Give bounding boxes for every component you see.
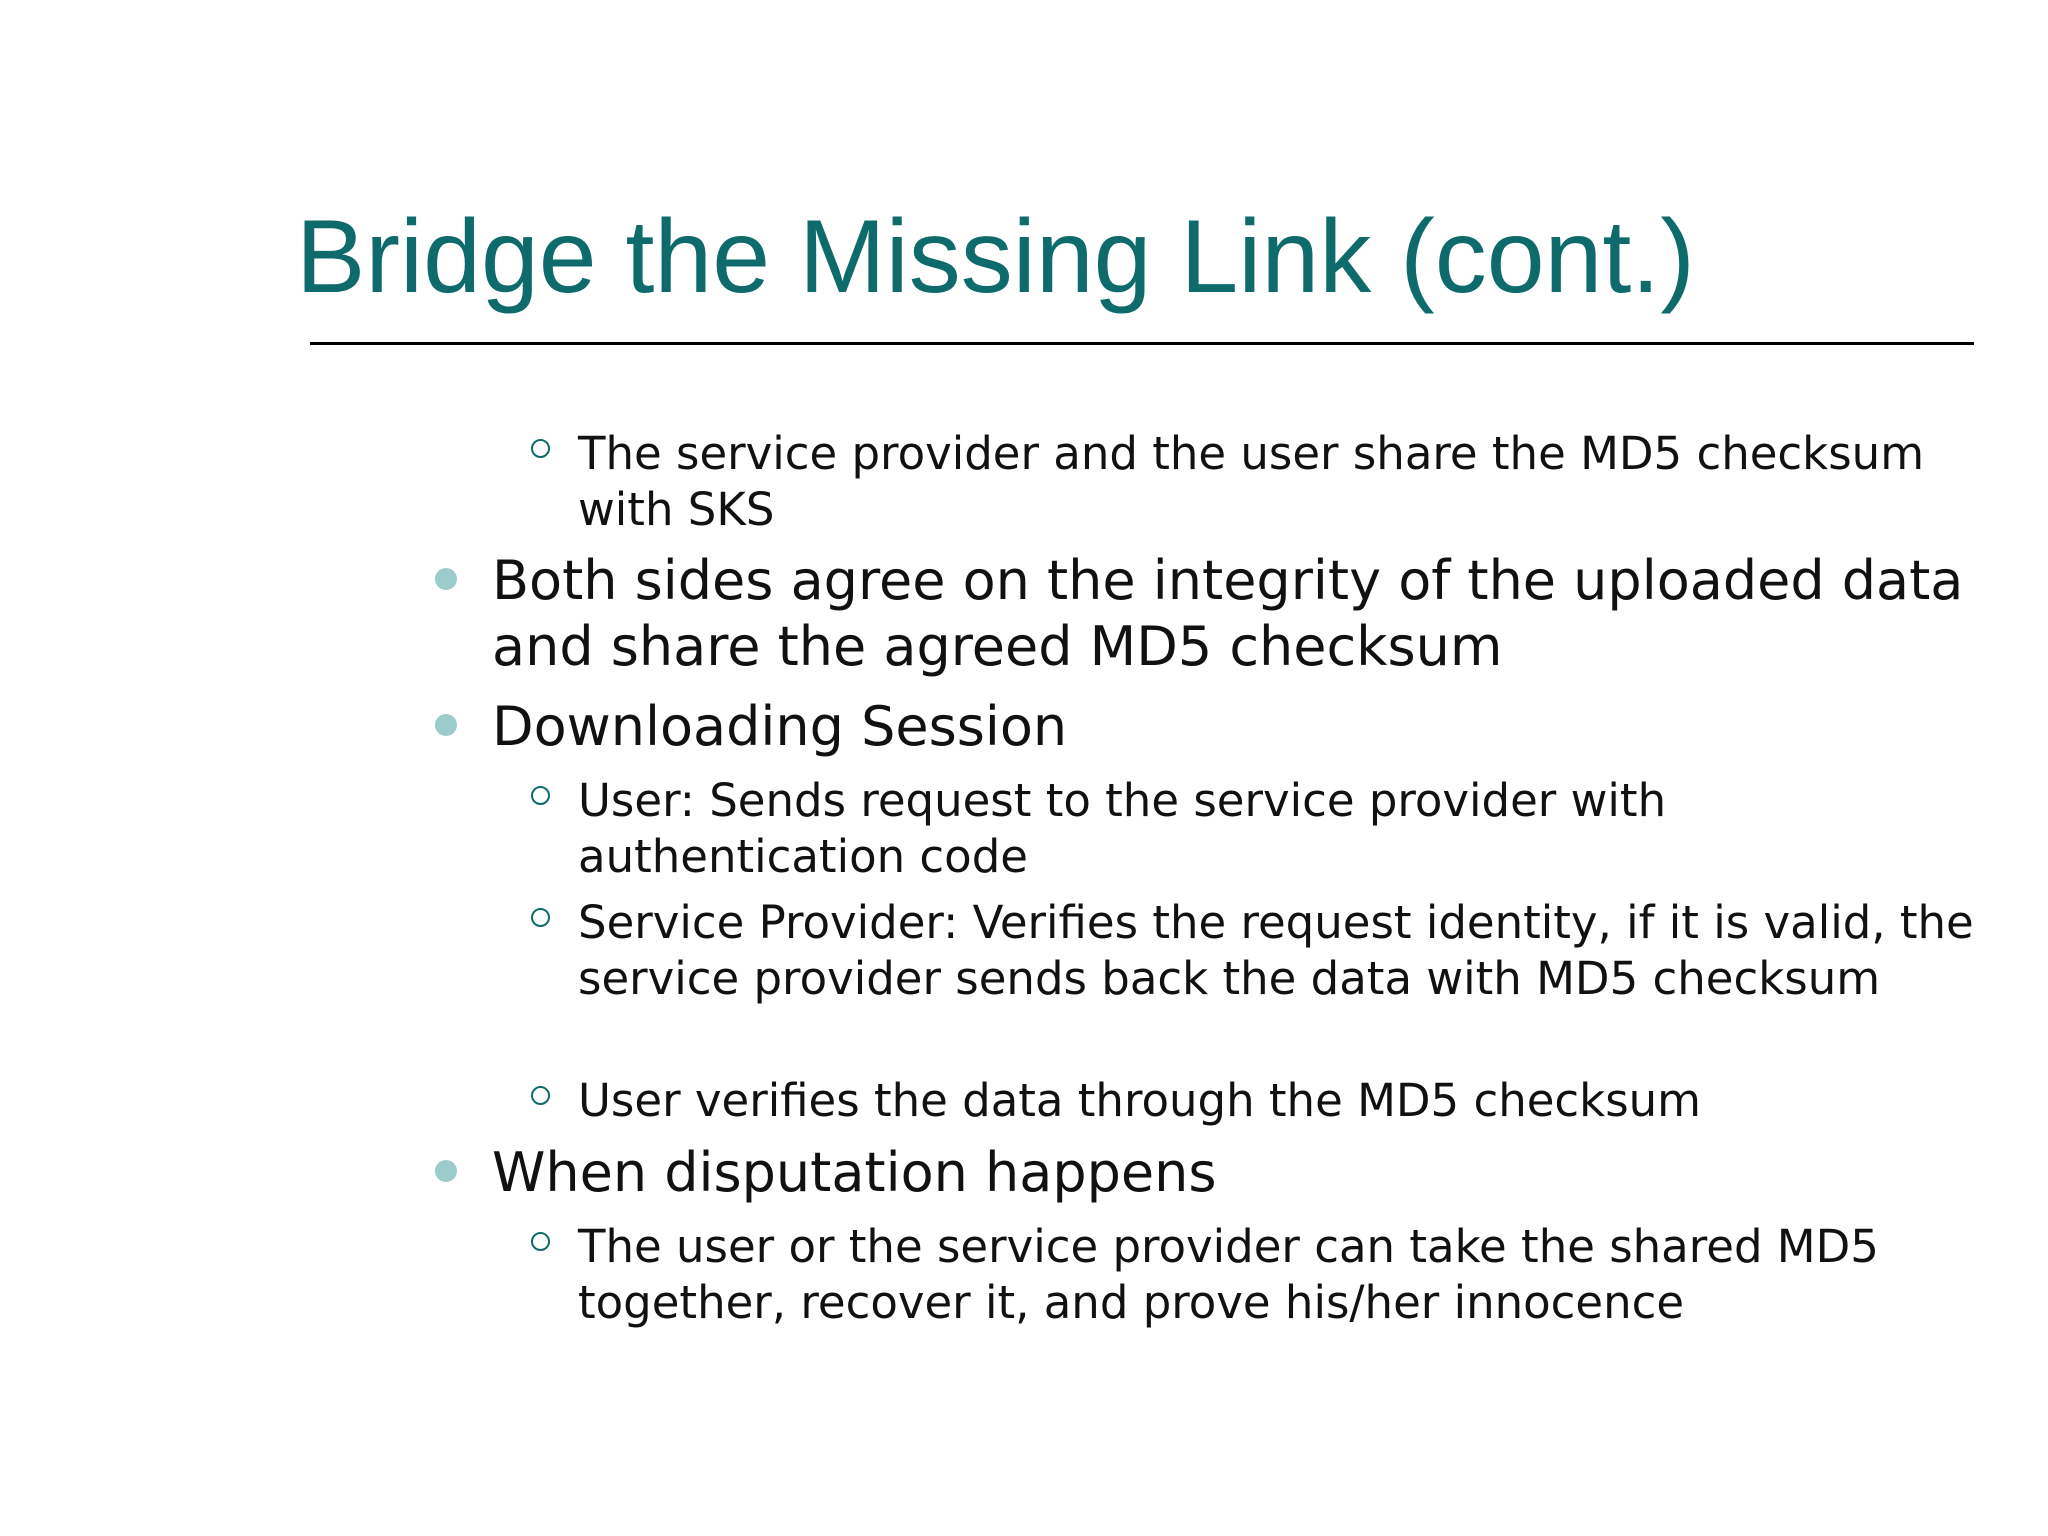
title-divider	[310, 342, 1974, 345]
sub-bullet-item	[578, 1073, 1978, 1129]
dot-bullet-icon	[435, 1160, 457, 1182]
sub-bullet-item	[578, 1219, 1978, 1331]
bullet-text: Downloading Session	[492, 695, 1068, 758]
sub-bullet-text: User verifies the data through the MD5 checksum	[578, 1074, 1702, 1127]
bullet-item	[492, 1140, 1972, 1206]
dot-bullet-icon	[435, 568, 457, 590]
sub-bullet-text: User: Sends request to the service provider with authentication code	[578, 774, 1667, 883]
bullet-text: When disputation happens	[492, 1141, 1217, 1204]
ring-bullet-icon	[531, 439, 550, 458]
sub-bullet-item	[578, 773, 1978, 885]
sub-bullet-text: The service provider and the user share the MD5 checksum with SKS	[578, 427, 1925, 536]
ring-bullet-icon	[531, 1086, 550, 1105]
sub-bullet-text: The user or the service provider can take the shared MD5 together, recover it, and prove his/her innocence	[578, 1220, 1879, 1329]
sub-bullet-text: Service Provider: Verifies the request identity, if it is valid, the service provider sends back the data with MD5 checksum	[578, 896, 1974, 1005]
sub-bullet-item	[578, 895, 1978, 1007]
ring-bullet-icon	[531, 1232, 550, 1251]
bullet-text: Both sides agree on the integrity of the uploaded data and share the agreed MD5 checksum	[492, 549, 1964, 678]
bullet-item	[492, 548, 1972, 680]
sub-bullet-item	[578, 426, 1978, 538]
bullet-item	[492, 694, 1972, 760]
dot-bullet-icon	[435, 714, 457, 736]
ring-bullet-icon	[531, 908, 550, 927]
slide-title: Bridge the Missing Link (cont.)	[296, 199, 1695, 315]
ring-bullet-icon	[531, 786, 550, 805]
